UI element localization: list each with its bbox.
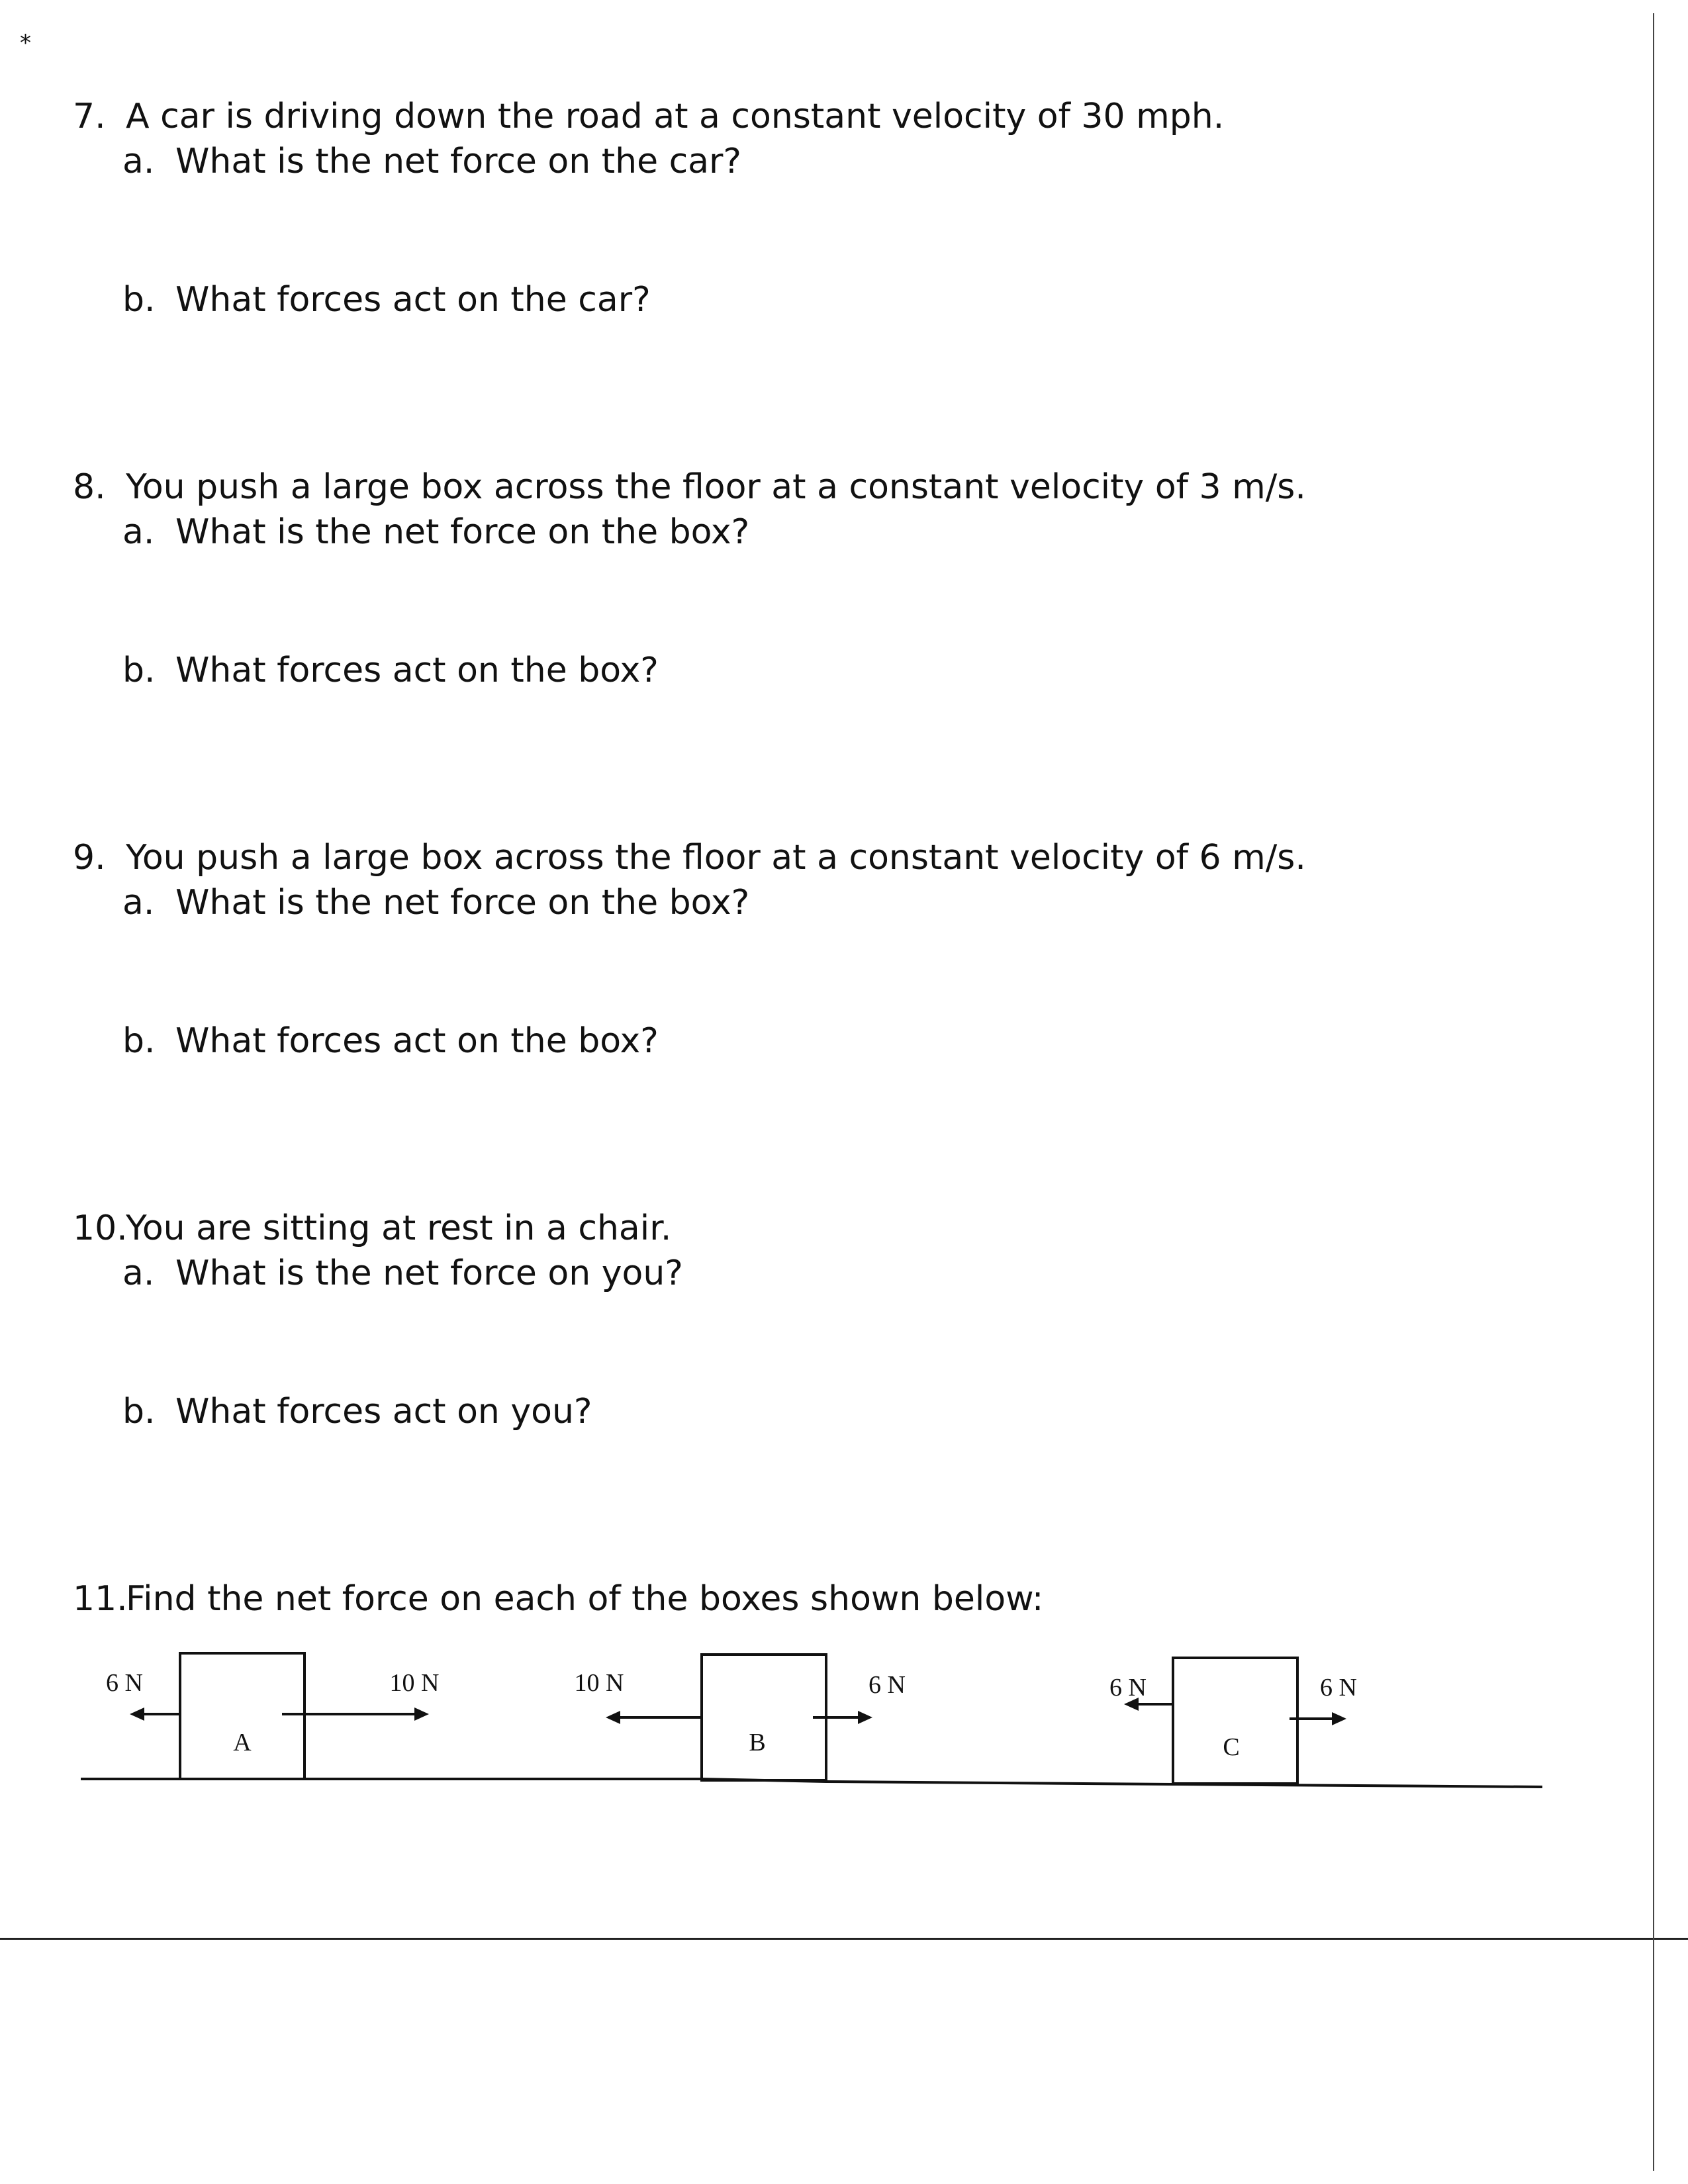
box-a-left-arrowhead: [130, 1707, 144, 1721]
box-a-right-arrowhead: [414, 1707, 429, 1721]
box-b-left-arrowhead: [606, 1711, 620, 1724]
box-a-right-force: 10 N: [389, 1669, 440, 1697]
question-text: You push a large box across the floor at a constant velocity of 6 m/s.: [126, 838, 1306, 878]
question-7b: [122, 279, 651, 320]
part-text: What forces act on the box?: [175, 1021, 659, 1061]
box-c-left-force: 6 N: [1109, 1674, 1147, 1702]
box-b-label: B: [749, 1729, 766, 1756]
question-8a: [122, 512, 749, 553]
box-c-right-force: 6 N: [1320, 1674, 1357, 1702]
question-text: You push a large box across the floor at a constant velocity of 3 m/s.: [126, 467, 1306, 507]
question-number: 11.: [73, 1579, 128, 1619]
question-7a: [122, 141, 741, 182]
question-8: [73, 467, 1306, 508]
part-text: What is the net force on the box?: [175, 512, 750, 552]
box-a: [180, 1653, 305, 1779]
margin-mark: *: [20, 30, 31, 56]
question-number: 8.: [73, 467, 106, 507]
question-number: 9.: [73, 838, 106, 878]
force-diagram: [0, 1628, 1688, 1800]
box-c-label: C: [1223, 1733, 1240, 1761]
part-text: What forces act on you?: [175, 1392, 592, 1432]
part-text: What forces act on the box?: [175, 651, 659, 690]
question-text: You are sitting at rest in a chair.: [126, 1208, 672, 1248]
box-b-group: [575, 1655, 906, 1780]
question-10b: [122, 1391, 592, 1432]
box-c-group: [1109, 1658, 1357, 1784]
part-text: What is the net force on the box?: [175, 883, 750, 923]
question-7: [73, 96, 1224, 137]
question-number: 7.: [73, 97, 106, 136]
question-10a: [122, 1253, 683, 1294]
box-a-left-force: 6 N: [106, 1669, 143, 1697]
part-letter: a.: [122, 1253, 155, 1293]
question-9a: [122, 882, 749, 923]
part-letter: b.: [122, 651, 156, 690]
part-text: What is the net force on the car?: [175, 142, 742, 181]
part-text: What forces act on the car?: [175, 280, 651, 320]
box-c-right-arrowhead: [1332, 1712, 1346, 1725]
part-letter: a.: [122, 142, 155, 181]
question-text: Find the net force on each of the boxes shown below:: [126, 1579, 1044, 1619]
part-text: What is the net force on you?: [175, 1253, 683, 1293]
box-c: [1173, 1658, 1297, 1784]
question-9b: [122, 1021, 659, 1062]
question-9: [73, 837, 1306, 878]
box-a-group: [106, 1653, 439, 1779]
part-letter: b.: [122, 1021, 156, 1061]
question-text: A car is driving down the road at a constant velocity of 30 mph.: [126, 97, 1225, 136]
question-10: [73, 1208, 671, 1249]
question-11: [73, 1578, 1043, 1619]
right-edge-line: [1653, 13, 1654, 2171]
box-b-right-force: 6 N: [868, 1671, 906, 1699]
box-b-right-arrowhead: [858, 1711, 872, 1724]
ground-line: [81, 1779, 1542, 1787]
box-a-label: A: [233, 1729, 252, 1756]
box-b-left-force: 10 N: [574, 1669, 624, 1697]
part-letter: b.: [122, 1392, 156, 1432]
question-number: 10.: [73, 1208, 128, 1248]
horizontal-divider: [0, 1938, 1688, 1940]
part-letter: a.: [122, 512, 155, 552]
part-letter: b.: [122, 280, 156, 320]
question-8b: [122, 650, 659, 691]
box-b: [702, 1655, 826, 1780]
part-letter: a.: [122, 883, 155, 923]
